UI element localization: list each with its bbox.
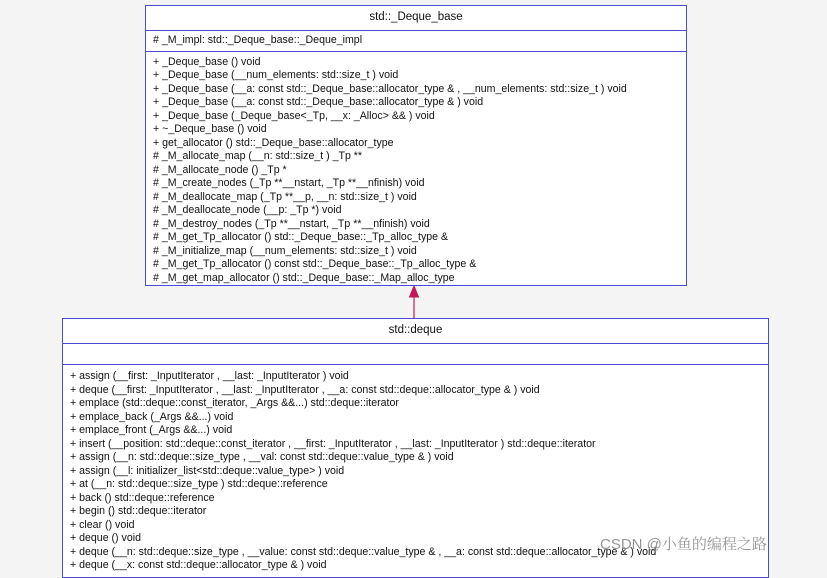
operations-section: [146, 52, 686, 286]
class-member: + clear () void: [70, 518, 135, 531]
class-member: + emplace (std::deque::const_iterator, _Args &&...) std::deque::iterator: [70, 397, 399, 409]
class-member: + _Deque_base (__num_elements: std::size_t ) void: [153, 69, 399, 81]
class-member: + assign (__l: initializer_list<std::deque::value_type> ) void: [70, 464, 345, 477]
class-member: + deque (__first: _InputIterator , __last: _InputIterator , __a: const std::deque::allocator_type & ) void: [70, 383, 540, 396]
class-member: + deque (__n: std::deque::size_type , __value: const std::deque::value_type & , __a: const std::deque::allocator_type & ) void: [70, 545, 657, 558]
attributes-section: [63, 344, 768, 365]
class-member: # _M_impl: std::_Deque_base::_Deque_impl: [153, 34, 363, 46]
class-member: # _M_create_nodes (_Tp **__nstart, _Tp **__nfinish) void: [153, 177, 425, 189]
class-member: + emplace_back (_Args &&...) void: [70, 410, 234, 423]
class-member: + _Deque_base (__a: const std::_Deque_base::allocator_type & , __num_elements: std::size_t ) void: [153, 82, 627, 95]
class-member: + _Deque_base () void: [153, 55, 261, 68]
class-member: # _M_initialize_map (__num_elements: std::size_t ) void: [153, 244, 417, 257]
class-member: + assign (__first: _InputIterator , __last: _InputIterator ) void: [70, 370, 349, 382]
class-member: + begin () std::deque::iterator: [70, 505, 207, 517]
class-member: # _M_get_Tp_allocator () const std::_Deque_base::_Tp_alloc_type &: [153, 258, 477, 270]
class-member: + ~_Deque_base () void: [153, 123, 267, 135]
class-member: # _M_get_map_allocator () std::_Deque_base::_Map_alloc_type: [153, 271, 455, 284]
class-name: std::_Deque_base: [146, 6, 686, 31]
class-member: # _M_deallocate_map (_Tp **__p, __n: std::size_t ) void: [153, 190, 417, 203]
class-member: + assign (__n: std::deque::size_type , __val: const std::deque::value_type & ) void: [70, 451, 454, 463]
watermark: CSDN @小鱼的编程之路: [600, 536, 767, 553]
class-member: # _M_destroy_nodes (_Tp **__nstart, _Tp **__nfinish) void: [153, 217, 430, 230]
class-member: + insert (__position: std::deque::const_iterator , __first: _InputIterator , __last: _InputIterator ) std::deque::iterator: [70, 437, 596, 450]
attributes-section: [146, 31, 686, 52]
class-name: std::deque: [63, 319, 768, 344]
class-member: + back () std::deque::reference: [70, 491, 215, 504]
class-box-deque-base[interactable]: [145, 5, 687, 286]
class-member: # _M_get_Tp_allocator () std::_Deque_base::_Tp_alloc_type &: [153, 231, 449, 243]
class-member: + _Deque_base (__a: const std::_Deque_base::allocator_type & ) void: [153, 96, 484, 108]
class-member: + get_allocator () std::_Deque_base::allocator_type: [153, 136, 394, 149]
class-member: # _M_allocate_map (__n: std::size_t ) _Tp **: [153, 150, 363, 162]
class-member: # _M_deallocate_node (__p: _Tp *) void: [153, 204, 342, 216]
class-member: + deque () void: [70, 532, 141, 544]
class-member: + at (__n: std::deque::size_type ) std::deque::reference: [70, 478, 328, 490]
class-member: + deque (__x: const std::deque::allocator_type & ) void: [70, 559, 327, 571]
class-member: + emplace_front (_Args &&...) void: [70, 424, 233, 436]
class-member: # _M_allocate_node () _Tp *: [153, 163, 287, 176]
inheritance-arrowhead: [410, 286, 419, 297]
class-member: + _Deque_base (_Deque_base<_Tp, __x: _Alloc> && ) void: [153, 109, 435, 122]
